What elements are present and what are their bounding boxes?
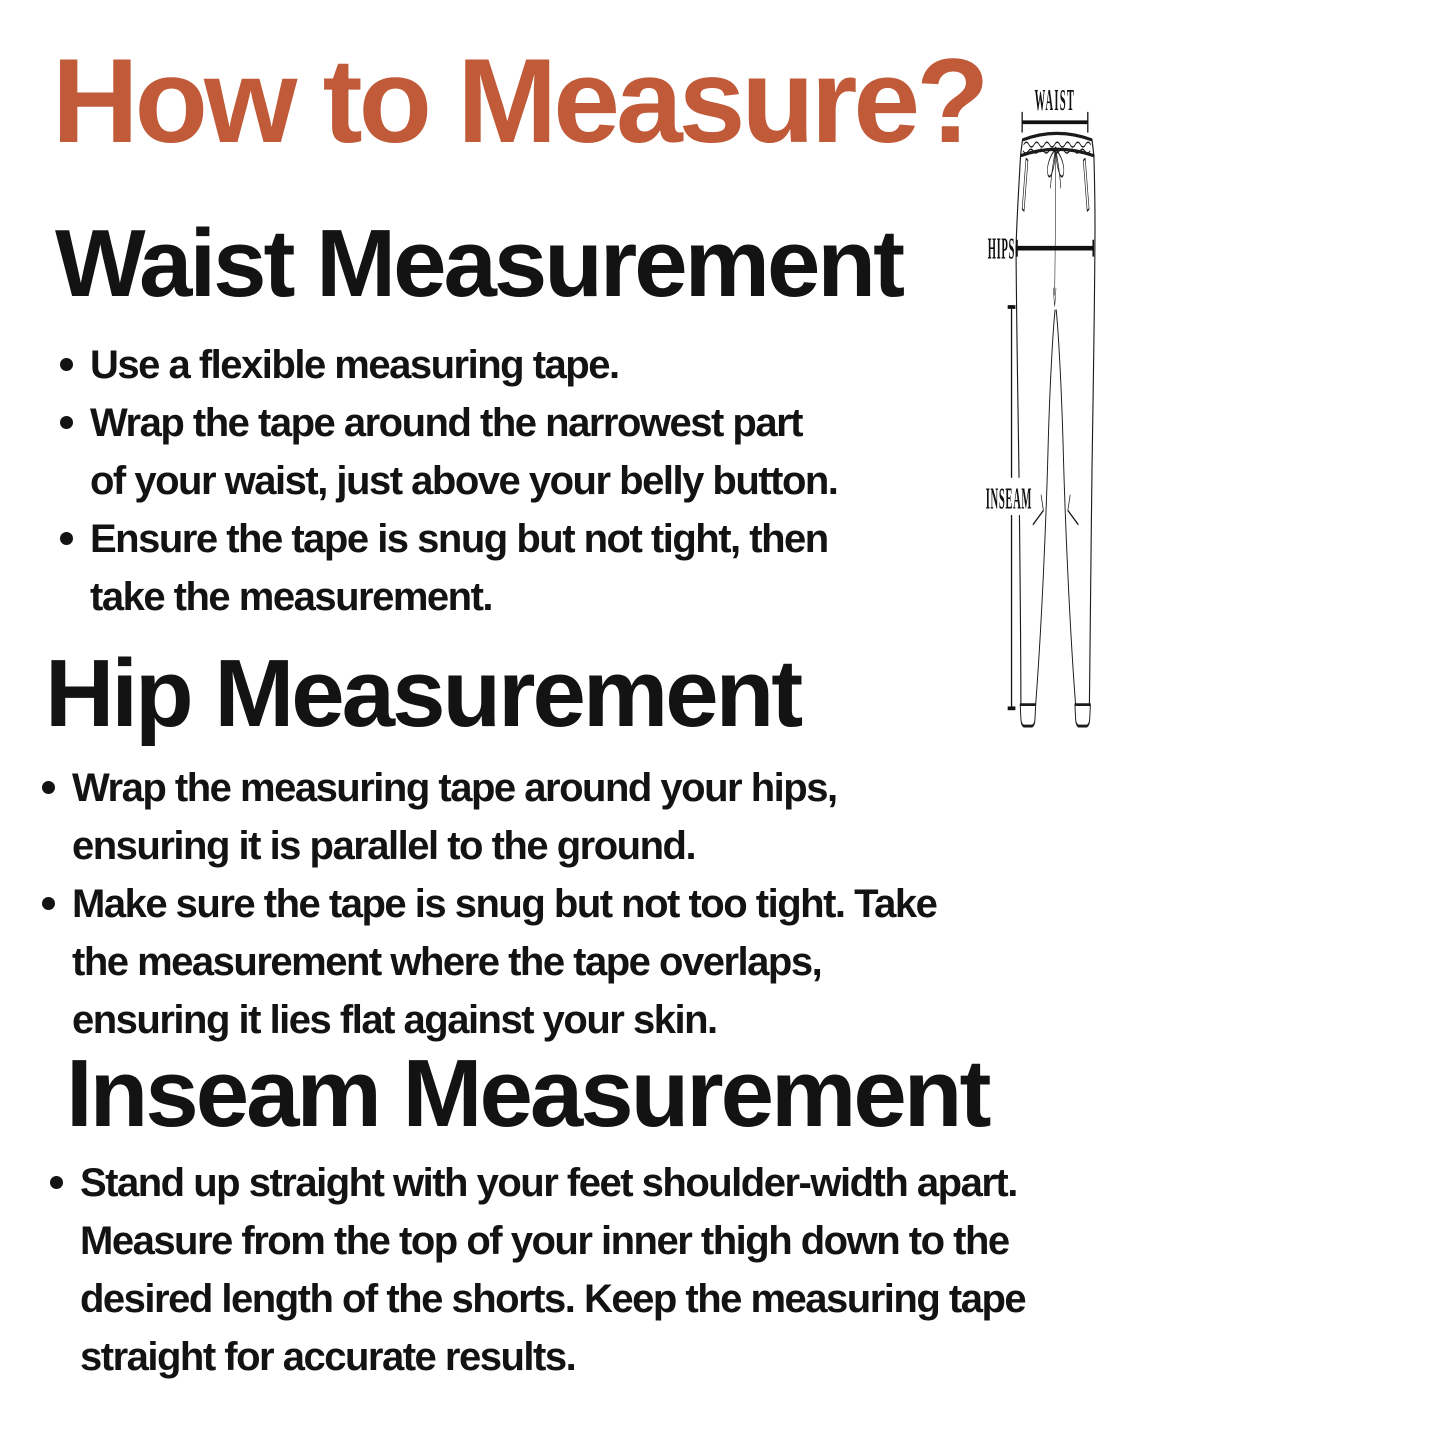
section-heading-inseam: Inseam Measurement bbox=[66, 1040, 989, 1147]
section-heading-hip: Hip Measurement bbox=[45, 640, 801, 747]
list-item bbox=[60, 510, 837, 626]
list-item bbox=[42, 875, 936, 1049]
hip-bullet-list bbox=[42, 759, 936, 1049]
inseam-bullet-list bbox=[50, 1154, 1025, 1386]
hips-label: HIPS bbox=[987, 230, 1016, 266]
list-item bbox=[50, 1154, 1025, 1386]
waist-bullet-list bbox=[60, 336, 837, 626]
list-item bbox=[42, 759, 936, 875]
bullet-dot bbox=[42, 897, 55, 910]
list-item bbox=[60, 336, 837, 394]
page-title: How to Measure? bbox=[52, 34, 986, 168]
pants-outline bbox=[1016, 156, 1095, 726]
bullet-line: Wrap the measuring tape around your hips, bbox=[72, 766, 837, 810]
list-item bbox=[60, 394, 837, 510]
bullet-line: ensuring it lies flat against your skin. bbox=[72, 998, 717, 1042]
bullet-line: Stand up straight with your feet shoulder-width apart. bbox=[80, 1161, 1017, 1205]
bullet-line: ensuring it is parallel to the ground. bbox=[72, 824, 696, 868]
section-heading-waist: Waist Measurement bbox=[55, 210, 903, 317]
bullet-line: of your waist, just above your belly button. bbox=[90, 459, 838, 503]
bullet-line: Measure from the top of your inner thigh down to the bbox=[80, 1219, 1009, 1263]
waist-label: WAIST bbox=[1034, 81, 1076, 117]
bullet-line: Wrap the tape around the narrowest part bbox=[90, 401, 802, 445]
bullet-dot bbox=[60, 532, 73, 545]
bullet-dot bbox=[50, 1176, 63, 1189]
pants-diagram bbox=[980, 55, 1445, 825]
bullet-line: take the measurement. bbox=[90, 575, 493, 619]
bullet-dot bbox=[42, 781, 55, 794]
bullet-line: Ensure the tape is snug but not tight, then bbox=[90, 517, 828, 561]
bullet-line: Use a flexible measuring tape. bbox=[90, 343, 619, 387]
drawstring bbox=[1047, 146, 1063, 306]
bullet-line: the measurement where the tape overlaps, bbox=[72, 940, 822, 984]
bullet-line: Make sure the tape is snug but not too tight. Take bbox=[72, 882, 937, 926]
pants-waistband bbox=[1021, 133, 1094, 155]
bullet-dot bbox=[60, 416, 73, 429]
bullet-dot bbox=[60, 358, 73, 371]
inseam-label: INSEAM bbox=[985, 480, 1033, 516]
bullet-line: straight for accurate results. bbox=[80, 1335, 576, 1379]
bullet-line: desired length of the shorts. Keep the measuring tape bbox=[80, 1277, 1026, 1321]
